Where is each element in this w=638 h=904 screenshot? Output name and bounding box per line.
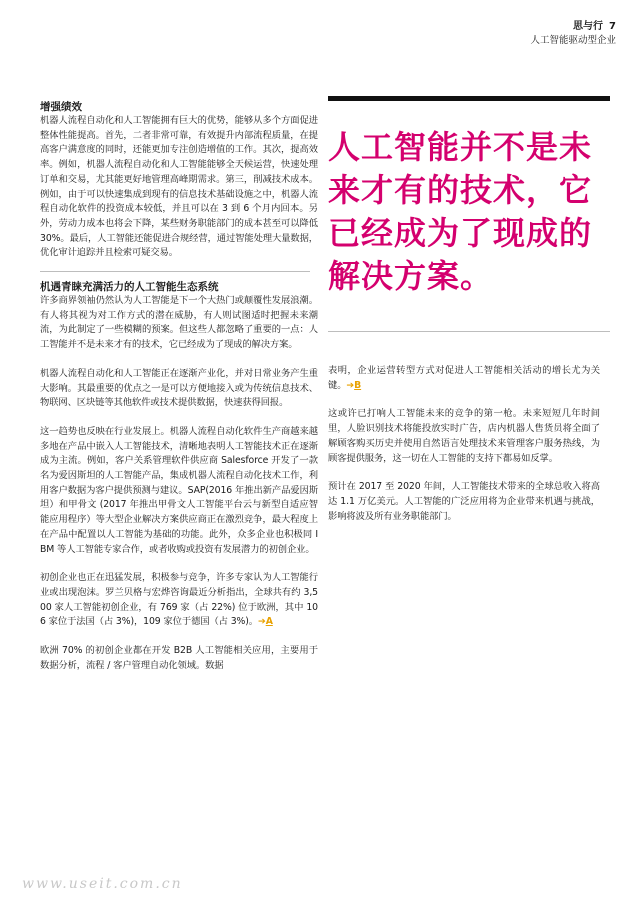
- watermark: www.useit.com.cn: [22, 876, 183, 892]
- pull-quote: 人工智能并不是未来才有的技术，它已经成为了现成的解决方案。: [328, 128, 593, 295]
- section-divider: [40, 271, 310, 272]
- document-subtitle: 人工智能驱动型企业: [530, 35, 616, 46]
- heading-ecosystem: 机遇青睐充满活力的人工智能生态系统: [40, 281, 219, 294]
- quote-bottom-rule: [328, 331, 610, 332]
- paragraph-ecosystem-2: 机器人流程自动化和人工智能正在逐渐产业化，并对日常业务产生重大影响。其最重要的优点之一是可以方便地接入或为传统信息技术、物联网、区块链等其他软件或技术提供数据，快速获得回报。: [40, 367, 318, 409]
- footnote-link-b[interactable]: B: [354, 379, 362, 391]
- paragraph-ecosystem-1: 许多商界领袖仍然认为人工智能是下一个大热门或颠覆性发展浪潮。有人将其视为对工作方式的潜在威胁，有人则试图适时把握未来潮流，为此制定了一些模糊的预案。但这些人都忽略了重要的一点：人工智能并不是未来才有的技术，它已经成为了现成的解决方案。: [40, 295, 318, 351]
- section-title: 思与行: [573, 21, 604, 32]
- paragraph-performance: 机器人流程自动化和人工智能拥有巨大的优势，能够从多个方面促进整体性能提高。首先，二者非常可靠，有效提升内部流程质量，在提高客户满意度的同时，还能更加专注创造增值的工作。其次，提高效率。例如，机器人流程自动化和人工智能能够全天候运营，快速处理订单和交易，尤其能更好地管理高峰期需求。第三，削减技术成本。例如，由于可以快速集成到现有的信息技术基础设施之中，机器人流程自动化软件的投资成本较低，并且可以在 3 到 6 个月内回本。另外，劳动力成本也将会下降，某些财务职能部门的成本甚至可以降低 30%。最后，人工智能还能促进合规经营，通过智能处理大量数据，优化审计追踪并且检索可疑交易。: [40, 115, 318, 259]
- paragraph-ecosystem-3: 这一趋势也反映在行业发展上。机器人流程自动化软件生产商越来越多地在产品中嵌入人工智能技术，清晰地表明人工智能技术正在逐渐成为主流。例如，客户关系管理软件供应商 Salesforce 开发了一款名为爱因斯坦的人工智能产品，集成机器人流程自动化技术工作，利用客户数据为客户提供预测与建议。SAP(2016 年推出新产品爱因斯坦）和甲骨文 (2017 年推出甲骨文人工智能平台云与新型自适应智能应用程序）等大型企业解决方案供应商正在激烈竞争，最大程度上在产品中配置以人工智能为基础的功能。此外，众多企业也积极同 IBM 等人工智能专家合作，或者收购或投资有发展潜力的初创企业。: [40, 425, 318, 555]
- arrow-right-icon: ➔: [346, 379, 355, 391]
- arrow-right-icon: ➔: [257, 616, 266, 628]
- paragraph-competition: 这或许已打响人工智能未来的竞争的第一枪。未来短短几年时间里，人脸识别技术将能投放实时广告，店内机器人售货员将全面了解顾客购买历史并使用自然语言处理技术来管理客户服务热线，为顾客提供服务，这一切在人工智能的支持下都易如反掌。: [328, 408, 600, 464]
- paragraph-revenue: 预计在 2017 至 2020 年间，人工智能技术带来的全球总收入将高达 1.1 万亿美元。人工智能的广泛应用将为企业带来机遇与挑战，影响将波及所有业务职能部门。: [328, 481, 600, 522]
- paragraph-b2b: 欧洲 70% 的初创企业都在开发 B2B 人工智能相关应用，主要用于数据分析，流程 / 客户管理自动化领域。数据: [40, 645, 318, 671]
- quote-top-bar: [328, 96, 610, 101]
- page-header: [530, 20, 616, 48]
- left-column: [40, 100, 318, 674]
- footnote-link-a[interactable]: A: [265, 616, 273, 628]
- paragraph-transformation: 表明，企业运营转型方式对促进人工智能相关活动的增长尤为关键。➔B: [328, 365, 600, 391]
- paragraph-startups: 初创企业也正在迅猛发展，积极参与竞争，许多专家认为人工智能行业或出现泡沫。罗兰贝格与宏烨咨询最近分析指出，全球共有约 3,500 家人工智能初创企业，有 769 家（占 22%) 位于欧洲，其中 106 家位于法国（占 3%)，109 家位于德国（占 3%)。➔A: [40, 572, 318, 628]
- right-column: [328, 364, 600, 524]
- heading-performance: 增强绩效: [40, 101, 82, 113]
- page-number: 7: [609, 21, 616, 32]
